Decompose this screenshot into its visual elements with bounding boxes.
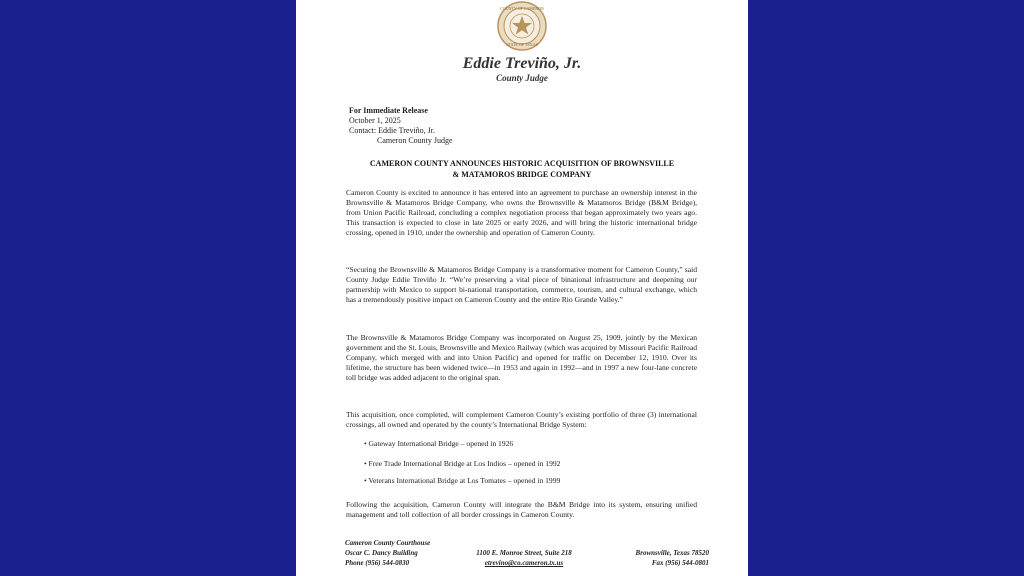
seal-text-bottom: STATE OF TEXAS	[506, 42, 538, 47]
paragraph-5: Following the acquisition, Cameron County will integrate the B&M Bridge into its system, ensuring unified management and toll collection of all border crossings in Cameron County.	[346, 500, 697, 519]
paragraph-2: “Securing the Brownsville & Matamoros Bridge Company is a transformative moment for Cameron County,” said County Judge Eddie Treviño Jr. “We’re preserving a vital piece of binational infrastructure and deepening our partnership with Mexico to support bi-national transportation, commerce, tourism, and cultural exchange, which has a tremendously positive impact on Cameron County and the entire Rio Grande Valley.”	[346, 265, 697, 304]
headline	[340, 158, 704, 180]
release-date: October 1, 2025	[349, 116, 401, 125]
bullet-item: • Free Trade International Bridge at Los Indios – opened in 1992	[364, 459, 561, 468]
footer-street: 1100 E. Monroe Street, Suite 218	[476, 549, 572, 557]
footer-address-left	[345, 538, 430, 568]
seal-text-top: COUNTY OF CAMERON	[500, 6, 544, 11]
footer-fax: Fax (956) 544-0801	[651, 559, 709, 567]
footer-city: Brownsville, Texas 78520	[635, 549, 709, 557]
paragraph-4: This acquisition, once completed, will complement Cameron County’s existing portfolio of three (3) international crossings, all owned and operated by the county’s International Bridge System:	[346, 410, 697, 429]
paragraph-1: Cameron County is excited to announce it has entered into an agreement to purchase an ownership interest in the Brownsville & Matamoros Bridge Company, who owns the Brownsville & Matamoros Bridge (B&M Bridge), from Union Pacific Railroad, concluding a complex negotiation process that began approximately two years ago. This transaction is expected to close in late 2025 or early 2026, and will bring the historic international bridge crossing, opened in 1910, under the ownership and operation of Cameron County.	[346, 188, 697, 237]
contact-title: Cameron County Judge	[377, 136, 453, 145]
footer-phone: Phone (956) 544-0830	[345, 559, 410, 567]
release-label: For Immediate Release	[349, 106, 428, 115]
footer-building: Oscar C. Dancy Building	[345, 549, 418, 557]
paragraph-3: The Brownsville & Matamoros Bridge Company was incorporated on August 25, 1909, jointly by the Mexican government and the St. Louis, Brownsville and Mexico Railway (which was acquired by Missouri Pacific Railroad Company, which merged with and into Union Pacific) and opened for traffic on December 12, 1910. Over its lifetime, the structure has been widened twice—in 1953 and again in 1992—and in 1997 a new four-lane concrete toll bridge was added adjacent to the original span.	[346, 333, 697, 382]
headline-line-2: & MATAMOROS BRIDGE COMPANY	[452, 170, 592, 179]
judge-title: County Judge	[496, 73, 548, 83]
county-seal-icon	[497, 1, 547, 51]
footer-courthouse: Cameron County Courthouse	[345, 539, 431, 547]
footer-email-link[interactable]: etrevino@co.cameron.tx.us	[484, 559, 564, 567]
bullet-item: • Gateway International Bridge – opened in 1926	[364, 439, 514, 448]
judge-name: Eddie Treviño, Jr.	[462, 55, 582, 72]
headline-line-1: CAMERON COUNTY ANNOUNCES HISTORIC ACQUISITION OF BROWNSVILLE	[369, 159, 675, 168]
footer-address-right	[605, 548, 709, 568]
footer-address-center	[463, 548, 585, 568]
contact-line: Contact: Eddie Treviño, Jr.	[349, 126, 435, 135]
bullet-item: • Veterans International Bridge at Los Tomates – opened in 1999	[364, 476, 561, 485]
